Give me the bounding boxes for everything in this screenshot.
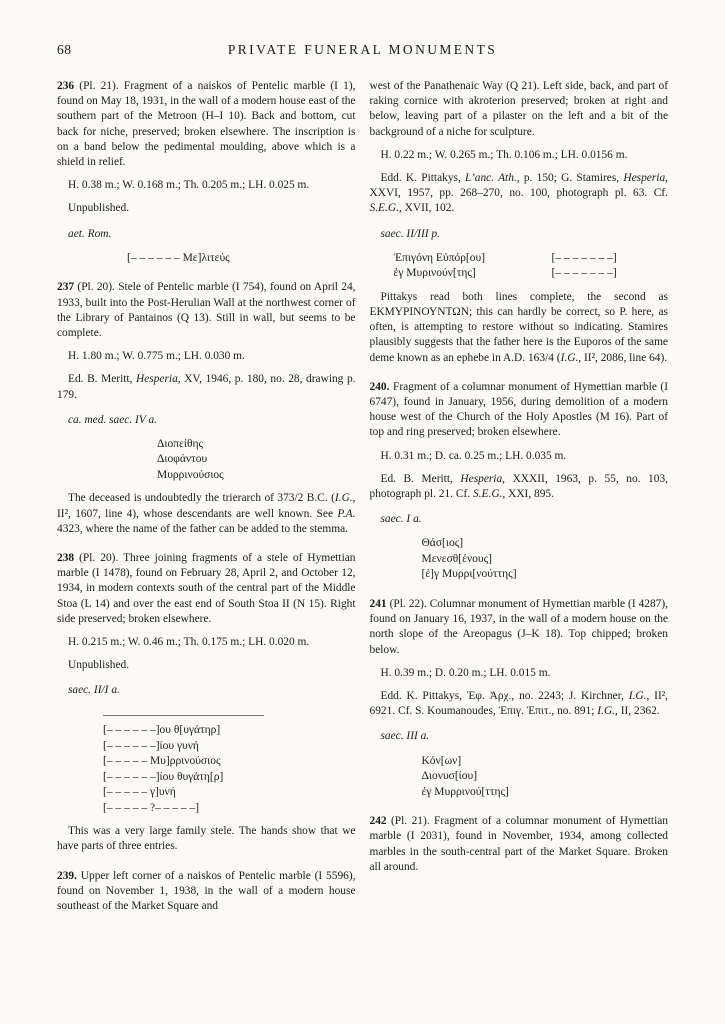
discussion-paragraph: This was a very large family stele. The hands show that we have parts of three entries. bbox=[57, 825, 356, 853]
entry-paragraph bbox=[370, 814, 669, 875]
citation: Ed. B. Meritt, Hesperia, XV, 1946, p. 180, no. 28, drawing p. 179. bbox=[57, 373, 356, 401]
measurements-line: H. 0.38 m.; W. 0.168 m.; Th. 0.205 m.; LH. 0.025 m. bbox=[68, 179, 310, 192]
measurements-line: H. 0.215 m.; W. 0.46 m.; Th. 0.175 m.; LH. 0.020 m. bbox=[68, 636, 310, 649]
page-number: 68 bbox=[57, 42, 72, 57]
entry-paragraph bbox=[57, 280, 356, 341]
text-columns bbox=[57, 79, 668, 914]
inscription-line: ἐγ Μυρρινού[ττης] bbox=[421, 785, 509, 798]
greek-inscription bbox=[103, 708, 356, 817]
inscription-line: Διοπείθης bbox=[157, 437, 204, 450]
entry-number: 237 bbox=[57, 281, 75, 294]
page-header bbox=[57, 42, 668, 58]
entry-paragraph bbox=[57, 551, 356, 627]
inscription-line: [– – – – – Μυ]ρρινούσιος bbox=[103, 755, 221, 768]
inscription-line bbox=[394, 251, 669, 267]
inscription-line: [– – – – – –]ίου γυνή bbox=[103, 739, 199, 752]
entry-paragraph bbox=[370, 380, 669, 441]
inscription-line: Θάσ[ιος] bbox=[421, 537, 464, 550]
inscription-line: [ἐ]γ Μυρρι[νούττης] bbox=[421, 568, 517, 581]
entry-paragraph bbox=[57, 79, 356, 170]
date-label: saec. I a. bbox=[380, 513, 422, 526]
inscription-line: Κόν[ων] bbox=[421, 754, 462, 767]
inscription-restoration: [– – – – – – –] bbox=[551, 267, 617, 280]
inscription-line: [– – – – – ?– – – – –] bbox=[103, 801, 200, 814]
discussion-paragraph: The deceased is undoubtedly the trierarch of 373/2 B.C. (I.G., II², 1607, line 4), whose descendants are well known. See P.A. 4323, where the name of the father can be added to the stemma. bbox=[57, 492, 356, 535]
inscription-line: Μυρρινούσιος bbox=[157, 468, 224, 481]
greek-inscription bbox=[157, 437, 356, 484]
citation: Ed. B. Meritt, Hesperia, XXXII, 1963, p. 55, no. 103, photograph pl. 21. Cf. S.E.G., XXI, 895. bbox=[369, 472, 668, 501]
continuation-paragraph: west of the Panathenaic Way (Q 21). Left side, back, and part of raking cornice with akroterion preserved; broken at right and below, leaving part of a pilaster on the left and a bit of the background of a niche for sculpture. bbox=[369, 80, 668, 138]
entry-number: 239. bbox=[57, 869, 77, 882]
entry-text: Fragment of a columnar monument of Hymettian marble (I 6747), found in January, 1956, during demolition of a modern house west of the Church of the Holy Apostles (M 16). Part of top and ring preserved; broken elsewhere. bbox=[369, 380, 668, 439]
right-column bbox=[370, 79, 669, 914]
inscription-restoration: [– – – – – – –] bbox=[551, 251, 617, 264]
entry-paragraph bbox=[370, 597, 669, 658]
entry-paragraph bbox=[57, 869, 356, 915]
entry-text: (Pl. 20). Stele of Pentelic marble (I 754), found on April 24, 1933, built into the Post-Herulian Wall at the northwest corner of the Library of Pantainos (Q 13). Still in wall, but seems to be complete. bbox=[57, 281, 356, 339]
date-label: saec. II/III p. bbox=[380, 227, 440, 240]
publication-note: Unpublished. bbox=[68, 659, 130, 672]
entry-text: (Pl. 22). Columnar monument of Hymettian marble (I 4287), found on January 16, 1937, in the wall of a modern house on the north slope of the Areopagus (J–K 18). Top chipped; broken below. bbox=[369, 597, 668, 656]
inscription-line: Διοφάντου bbox=[157, 453, 208, 466]
greek-inscription bbox=[127, 251, 356, 267]
date-label: saec. III a. bbox=[380, 730, 430, 743]
entry-text: Upper left corner of a naiskos of Pentelic marble (I 5596), found on November 1, 1938, in the wall of a modern house southeast of the Market Square and bbox=[57, 869, 356, 912]
greek-inscription bbox=[422, 754, 669, 801]
entry-number: 241 bbox=[369, 597, 387, 610]
entry-number: 236 bbox=[57, 80, 75, 92]
inscription-line: [– – – – – – Με]λιτεύς bbox=[127, 251, 230, 264]
date-label: aet. Rom. bbox=[68, 227, 112, 240]
inscription-line: Μενεσθ[ένους] bbox=[421, 552, 492, 565]
inscription-line: –––––––––––––––––––––––––––– bbox=[103, 708, 264, 721]
inscription-line: Διονυσ[ίου] bbox=[421, 770, 478, 783]
discussion-paragraph: Pittakys read both lines complete, the second as ΕΚΜΥΡΙΝΟΥΝΤΩΝ; this can hardly be correct, so P. here, as often, is attempting to restore without so indicating. Stamires plausibly suggests that the father here is the Euporos of the same deme known as an ephebe in A.D. 163/4 (I.G., II², 2086, line 64). bbox=[369, 290, 668, 364]
greek-inscription bbox=[394, 251, 669, 282]
publication-note: Unpublished. bbox=[68, 202, 130, 215]
inscription-line: [– – – – – –]ου θ[υγάτηρ] bbox=[103, 724, 221, 737]
entry-number: 242 bbox=[369, 815, 387, 828]
measurements-line: H. 0.31 m.; D. ca. 0.25 m.; LH. 0.035 m. bbox=[380, 449, 567, 462]
measurements-line: H. 0.22 m.; W. 0.265 m.; Th. 0.106 m.; LH. 0.0156 m. bbox=[380, 148, 628, 161]
entry-text: (Pl. 20). Three joining fragments of a stele of Hymettian marble (I 1478), found on February 28, April 2, and October 12, 1934, in modern contexts south of the central part of the Middle Stoa (L 14) and over the east end of South Stoa II (N 15). Right side preserved; broken elsewhere. bbox=[57, 552, 356, 625]
citation: Edd. K. Pittakys, Ἐφ. Ἀρχ., no. 2243; J. Kirchner, I.G., II², 6921. Cf. S. Koumanoudes, Ἐπιγ. Ἐπιτ., no. 891; I.G., II, 2362. bbox=[369, 689, 668, 718]
left-column bbox=[57, 79, 356, 914]
inscription-line bbox=[394, 266, 669, 282]
entry-number: 238 bbox=[57, 552, 75, 565]
greek-inscription bbox=[422, 536, 669, 583]
citation: Edd. K. Pittakys, L’anc. Ath., p. 150; G. Stamires, Hesperia, XXVI, 1957, pp. 268–270, no. 100, photograph pl. 63. Cf. S.E.G., XVII, 102. bbox=[369, 172, 668, 215]
entry-number: 240. bbox=[369, 380, 390, 393]
entry-text: (Pl. 21). Fragment of a columnar monument of Hymettian marble (I 2031), found in November, 1934, among collected marbles in the south-central part of the Market Square. Broken all around. bbox=[369, 815, 668, 873]
inscription-text: Ἐπιγόνη Εὐπόρ[ου] bbox=[393, 251, 486, 264]
running-head-title: PRIVATE FUNERAL MONUMENTS bbox=[227, 42, 498, 57]
inscription-text: ἐγ Μυρινούν[της] bbox=[393, 267, 476, 280]
entry-text: (Pl. 21). Fragment of a naiskos of Pentelic marble (I 1), found on May 18, 1931, in the wall of a modern house east of the southern part of the Metroon (H–I 10). Back and bottom, cut back for niche, preserved; broken elsewhere. The inscription is on a band below the pedimental moulding, above which is a shield in relief. bbox=[57, 80, 356, 169]
measurements-line: H. 1.80 m.; W. 0.775 m.; LH. 0.030 m. bbox=[68, 350, 245, 363]
inscription-line: [– – – – – γ]υνή bbox=[103, 786, 176, 799]
measurements-line: H. 0.39 m.; D. 0.20 m.; LH. 0.015 m. bbox=[380, 666, 551, 679]
date-label: ca. med. saec. IV a. bbox=[68, 413, 157, 426]
date-label: saec. II/I a. bbox=[68, 684, 120, 697]
inscription-line: [– – – – – –]ίου θυγάτη[ρ] bbox=[103, 770, 224, 783]
